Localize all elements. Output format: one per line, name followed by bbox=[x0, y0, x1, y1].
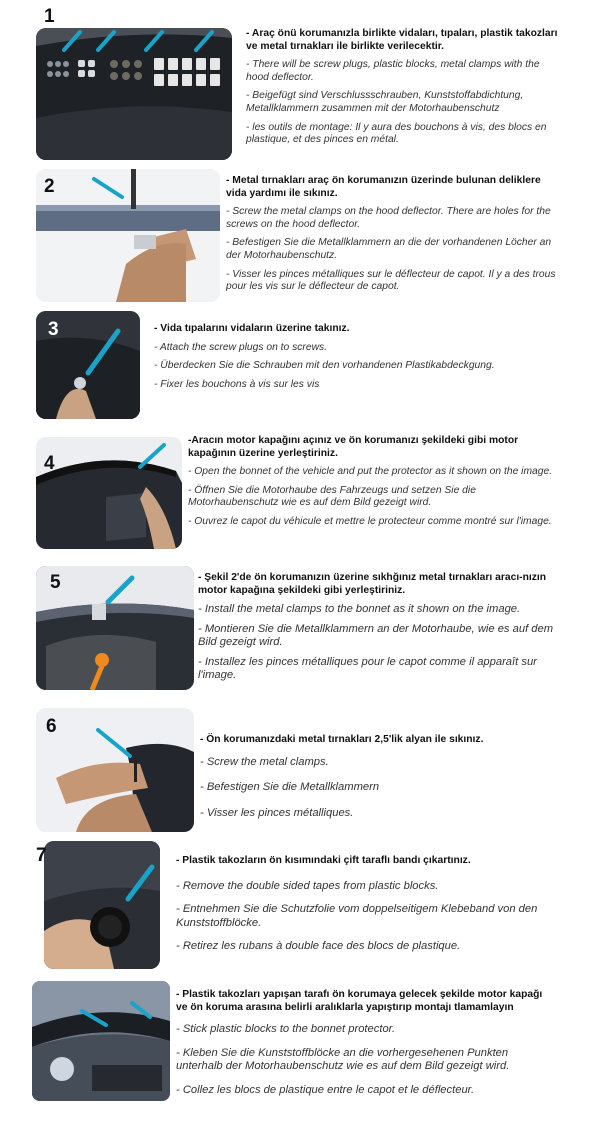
step-text bbox=[246, 28, 564, 153]
text-turkish: - Metal tırnakları araç ön korumanızın üzerinde bulunan deliklere vida yardımı ile sıkınız. bbox=[226, 175, 541, 199]
step-7 bbox=[0, 835, 592, 975]
step-number: 2 bbox=[44, 176, 55, 197]
text-english: - Open the bonnet of the vehicle and put the protector as it shown on the image. bbox=[188, 466, 553, 478]
text-french: - les outils de montage: Il y aura des bouchons à vis, des blocs en plastique, et des pinces en métal. bbox=[246, 121, 547, 146]
step-number: 7 bbox=[36, 845, 47, 866]
step-text bbox=[200, 734, 560, 826]
step-8 bbox=[0, 975, 592, 1145]
text-french: - Visser les pinces métalliques. bbox=[200, 806, 354, 819]
text-english: - Remove the double sided tapes from plastic blocks. bbox=[176, 879, 439, 892]
step-number: 5 bbox=[50, 572, 61, 593]
text-french: - Visser les pinces métalliques sur le déflecteur de capot. Il y a des trous pour les vis sur le déflecteur de capot. bbox=[226, 268, 556, 293]
text-turkish: - Plastik takozların ön kısımındaki çift taraflı bandı çıkartınız. bbox=[176, 855, 471, 866]
text-english: - Attach the screw plugs on to screws. bbox=[154, 341, 328, 353]
text-german: - Befestigen Sie die Metallklammern bbox=[200, 781, 380, 794]
text-english: - Install the metal clamps to the bonnet as it shown on the image. bbox=[198, 603, 521, 616]
text-french: - Retirez les rubans à double face des blocs de plastique. bbox=[176, 940, 461, 953]
text-turkish: - Plastik takozları yapışan tarafı ön korumaya gelecek şekilde motor kapağı ve ön koruma arasına belirli aralıklarla yapıştırıp montajı tlamamlayın bbox=[176, 989, 543, 1013]
text-german: - Öffnen Sie die Motorhaube des Fahrzeugs und setzen Sie die Motorhaubenschutz wie es auf dem Bild gezeigt wird. bbox=[188, 484, 476, 509]
step-text bbox=[176, 855, 562, 960]
step-2 bbox=[0, 165, 592, 305]
text-english: - Screw the metal clamps on the hood deflector. There are holes for the screws on the hood deflector. bbox=[226, 206, 551, 230]
step-text bbox=[226, 175, 564, 300]
step-number: 6 bbox=[46, 716, 57, 737]
text-german: - Beigefügt sind Verschlussschrauben, Kunststoffabdichtung, Metallklammern zusammen mit der Motorhaubenschutz bbox=[246, 90, 524, 114]
step-photo-plastic-block bbox=[44, 841, 160, 969]
text-english: - Stick plastic blocks to the bonnet protector. bbox=[176, 1023, 396, 1036]
step-text bbox=[176, 989, 552, 1103]
text-french: - Collez les blocs de plastique entre le capot et le déflecteur. bbox=[176, 1083, 475, 1096]
text-turkish: - Şekil 2'de ön korumanızın üzerine sıkhğınız metal tırnakları aracı-nızın motor kapağına şekildeki gibi yerleştiriniz. bbox=[198, 572, 547, 596]
text-french: - Ouvrez le capot du véhicule et mettre le protecteur comme montré sur l'image. bbox=[188, 515, 552, 527]
step-number: 4 bbox=[44, 453, 55, 474]
step-text bbox=[188, 435, 564, 535]
step-text bbox=[154, 323, 564, 397]
step-photo-clamp-screw bbox=[36, 169, 220, 302]
step-photo-car-with-deflector bbox=[32, 981, 170, 1101]
text-german: - Montieren Sie die Metallklammern an der Motorhaube, wie es auf dem Bild gezeigt wird. bbox=[198, 622, 554, 649]
text-turkish: -Aracın motor kapağını açınız ve ön korumanızı şekildeki gibi motor kapağının üzerine yerleştiriniz. bbox=[188, 435, 519, 459]
step-photo-open-bonnet bbox=[36, 437, 182, 549]
text-french: - Installez les pinces métalliques pour le capot comme il apparaît sur l'image. bbox=[198, 655, 537, 682]
text-german: - Überdecken Sie die Schrauben mit den vorhandenen Plastikabdeckgung. bbox=[154, 360, 495, 372]
text-english: - There will be screw plugs, plastic blocks, metal clamps with the hood deflector. bbox=[246, 59, 540, 83]
text-turkish: - Araç önü korumanızla birlikte vidaları, tıpaları, plastik takozları ve metal tırnakları ile birlikte verilecektir. bbox=[246, 28, 558, 52]
step-number: 3 bbox=[48, 319, 59, 340]
step-photo-accessories bbox=[36, 28, 232, 160]
text-english: - Screw the metal clamps. bbox=[200, 755, 329, 768]
step-1 bbox=[0, 0, 592, 165]
text-german: - Kleben Sie die Kunststoffblöcke an die vorhergesehenen Punkten unterhalb der Motorhaubenschutz wie es auf dem Bild gezeigt wird. bbox=[176, 1046, 510, 1073]
text-german: - Entnehmen Sie die Schutzfolie vom doppelseitigem Klebeband von den Kunststoffblöcke. bbox=[176, 903, 538, 929]
step-3 bbox=[0, 305, 592, 425]
text-german: - Befestigen Sie die Metallklammern an die der vorhandenen Löcher an der Motorhaubenschutz. bbox=[226, 237, 552, 261]
text-turkish: - Ön korumanızdaki metal tırnakları 2,5'lik alyan ile sıkınız. bbox=[200, 734, 484, 745]
step-number: 1 bbox=[44, 6, 55, 27]
step-4 bbox=[0, 425, 592, 560]
step-6 bbox=[0, 700, 592, 835]
text-french: - Fixer les bouchons à vis sur les vis bbox=[154, 378, 320, 390]
step-5 bbox=[0, 560, 592, 700]
step-text bbox=[198, 572, 560, 689]
step-photo-allen-key bbox=[36, 708, 194, 832]
text-turkish: - Vida tıpalarını vidaların üzerine takınız. bbox=[154, 323, 350, 334]
